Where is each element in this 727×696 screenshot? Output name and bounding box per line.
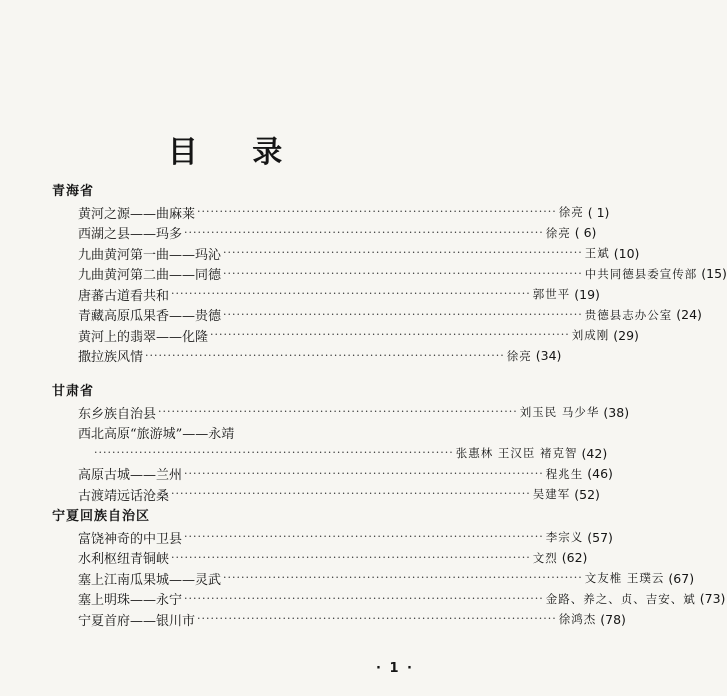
entry-page: (57) [587,529,613,545]
entry-author: 刘玉民 马少华 [519,405,600,419]
entry-page: ( 6) [574,225,597,240]
dot-leader: ················································································ [158,405,518,418]
dot-leader: ················································································ [223,307,583,321]
dot-leader: ················································································ [210,328,570,341]
entry-author: 王斌 [584,246,610,260]
entry-author: 徐亮 [545,225,571,240]
entry-title: 富饶神奇的中卫县 [78,531,183,547]
entry-author: 文烈 [532,550,558,565]
toc-entry [78,609,626,629]
entry-author: 文友椎 王璞云 [584,571,665,585]
toc-entry [78,423,408,443]
entry-title: 西北高原“旅游城”——永靖 [78,427,235,442]
entry-author: 程兆生 [545,466,584,481]
toc-entry [78,284,600,304]
entry-author: 贵德县志办公室 [584,307,673,322]
dot-leader: ················································································ [223,266,583,280]
toc-entry [78,305,702,325]
entry-page: (73) [699,591,726,606]
toc-entry [78,527,613,547]
entry-title: 水利枢纽青铜峡 [78,552,170,567]
dot-leader: ················································································ [171,550,531,564]
dot-leader: ················································································ [197,612,557,625]
entry-author: 徐亮 [506,348,532,363]
page-number: · 1 · [376,661,414,676]
toc-entry [78,402,630,422]
entry-author: 吴建军 [532,487,571,501]
toc-entry [78,589,726,609]
entry-page: (34) [535,348,562,363]
entry-page: (78) [600,611,626,627]
entry-page: (42) [581,445,608,461]
dot-leader: ················································································ [197,205,557,218]
entry-title: 青藏高原瓜果香——贵德 [78,309,222,324]
entry-title: 九曲黄河第一曲——玛沁 [78,247,222,263]
dot-leader: ················································································ [184,466,544,480]
section-heading: 甘肃省 [52,384,95,399]
dot-leader: ················································································ [223,246,583,259]
entry-title: 塞上明珠——永宁 [78,593,183,608]
dot-leader: ················································································ [184,530,544,543]
entry-page: (38) [603,404,630,420]
entry-page: (46) [587,466,613,481]
entry-page: (10) [613,245,640,261]
entry-page: (52) [574,486,600,502]
toc-entry [78,325,639,345]
entry-author: 徐亮 [558,205,584,219]
entry-page: (67) [668,570,695,586]
entry-page: (62) [561,550,588,565]
toc-entry [78,484,600,504]
dot-leader: ················································································ [171,487,531,500]
entry-author: 张惠林 王汉臣 褚克智 [455,446,578,460]
toc-entry [92,443,608,463]
dot-leader: ················································································ [94,446,454,459]
entry-title: 黄河之源——曲麻莱 [78,206,196,222]
entry-title: 唐蕃古道看共和 [78,288,170,304]
entry-title: 古渡靖远话沧桑 [78,488,170,504]
section-heading: 宁夏回族自治区 [52,509,151,524]
entry-author: 李宗义 [545,530,584,544]
entry-title: 九曲黄河第二曲——同德 [78,268,222,283]
entry-page: (29) [613,327,639,343]
section-heading: 青海省 [52,184,95,199]
entry-author: 中共同德县委宣传部 [584,266,698,281]
toc-entry [78,202,610,222]
toc-entry [78,243,640,263]
entry-title: 撒拉族风情 [78,350,144,365]
toc-entry [78,264,727,284]
entry-title: 宁夏首府——银川市 [78,613,196,629]
entry-author: 徐鸿杰 [558,612,597,626]
page-title: 目 录 [167,135,305,170]
entry-page: ( 1) [587,204,610,220]
dot-leader: ················································································ [171,287,531,300]
entry-title: 西湖之县——玛多 [78,227,183,242]
dot-leader: ················································································ [223,571,583,584]
entry-author: 郭世平 [532,287,571,301]
entry-title: 黄河上的翡翠——化隆 [78,329,209,345]
toc-entry [78,464,613,484]
entry-title: 东乡族自治县 [78,406,157,422]
toc-entry [78,223,597,243]
entry-page: (19) [574,286,600,302]
entry-author: 金路、养之、贞、吉安、斌 [545,591,696,606]
toc-entry [78,346,562,366]
entry-title: 塞上江南瓜果城——灵武 [78,572,222,588]
entry-page: (15) [701,266,727,281]
toc-entry [78,548,588,568]
entry-author: 刘成刚 [571,328,610,342]
dot-leader: ················································································ [145,348,505,362]
toc-entry [78,568,695,588]
dot-leader: ················································································ [184,225,544,239]
entry-title: 高原古城——兰州 [78,468,183,483]
entry-page: (24) [676,307,702,322]
dot-leader: ················································································ [184,591,544,605]
